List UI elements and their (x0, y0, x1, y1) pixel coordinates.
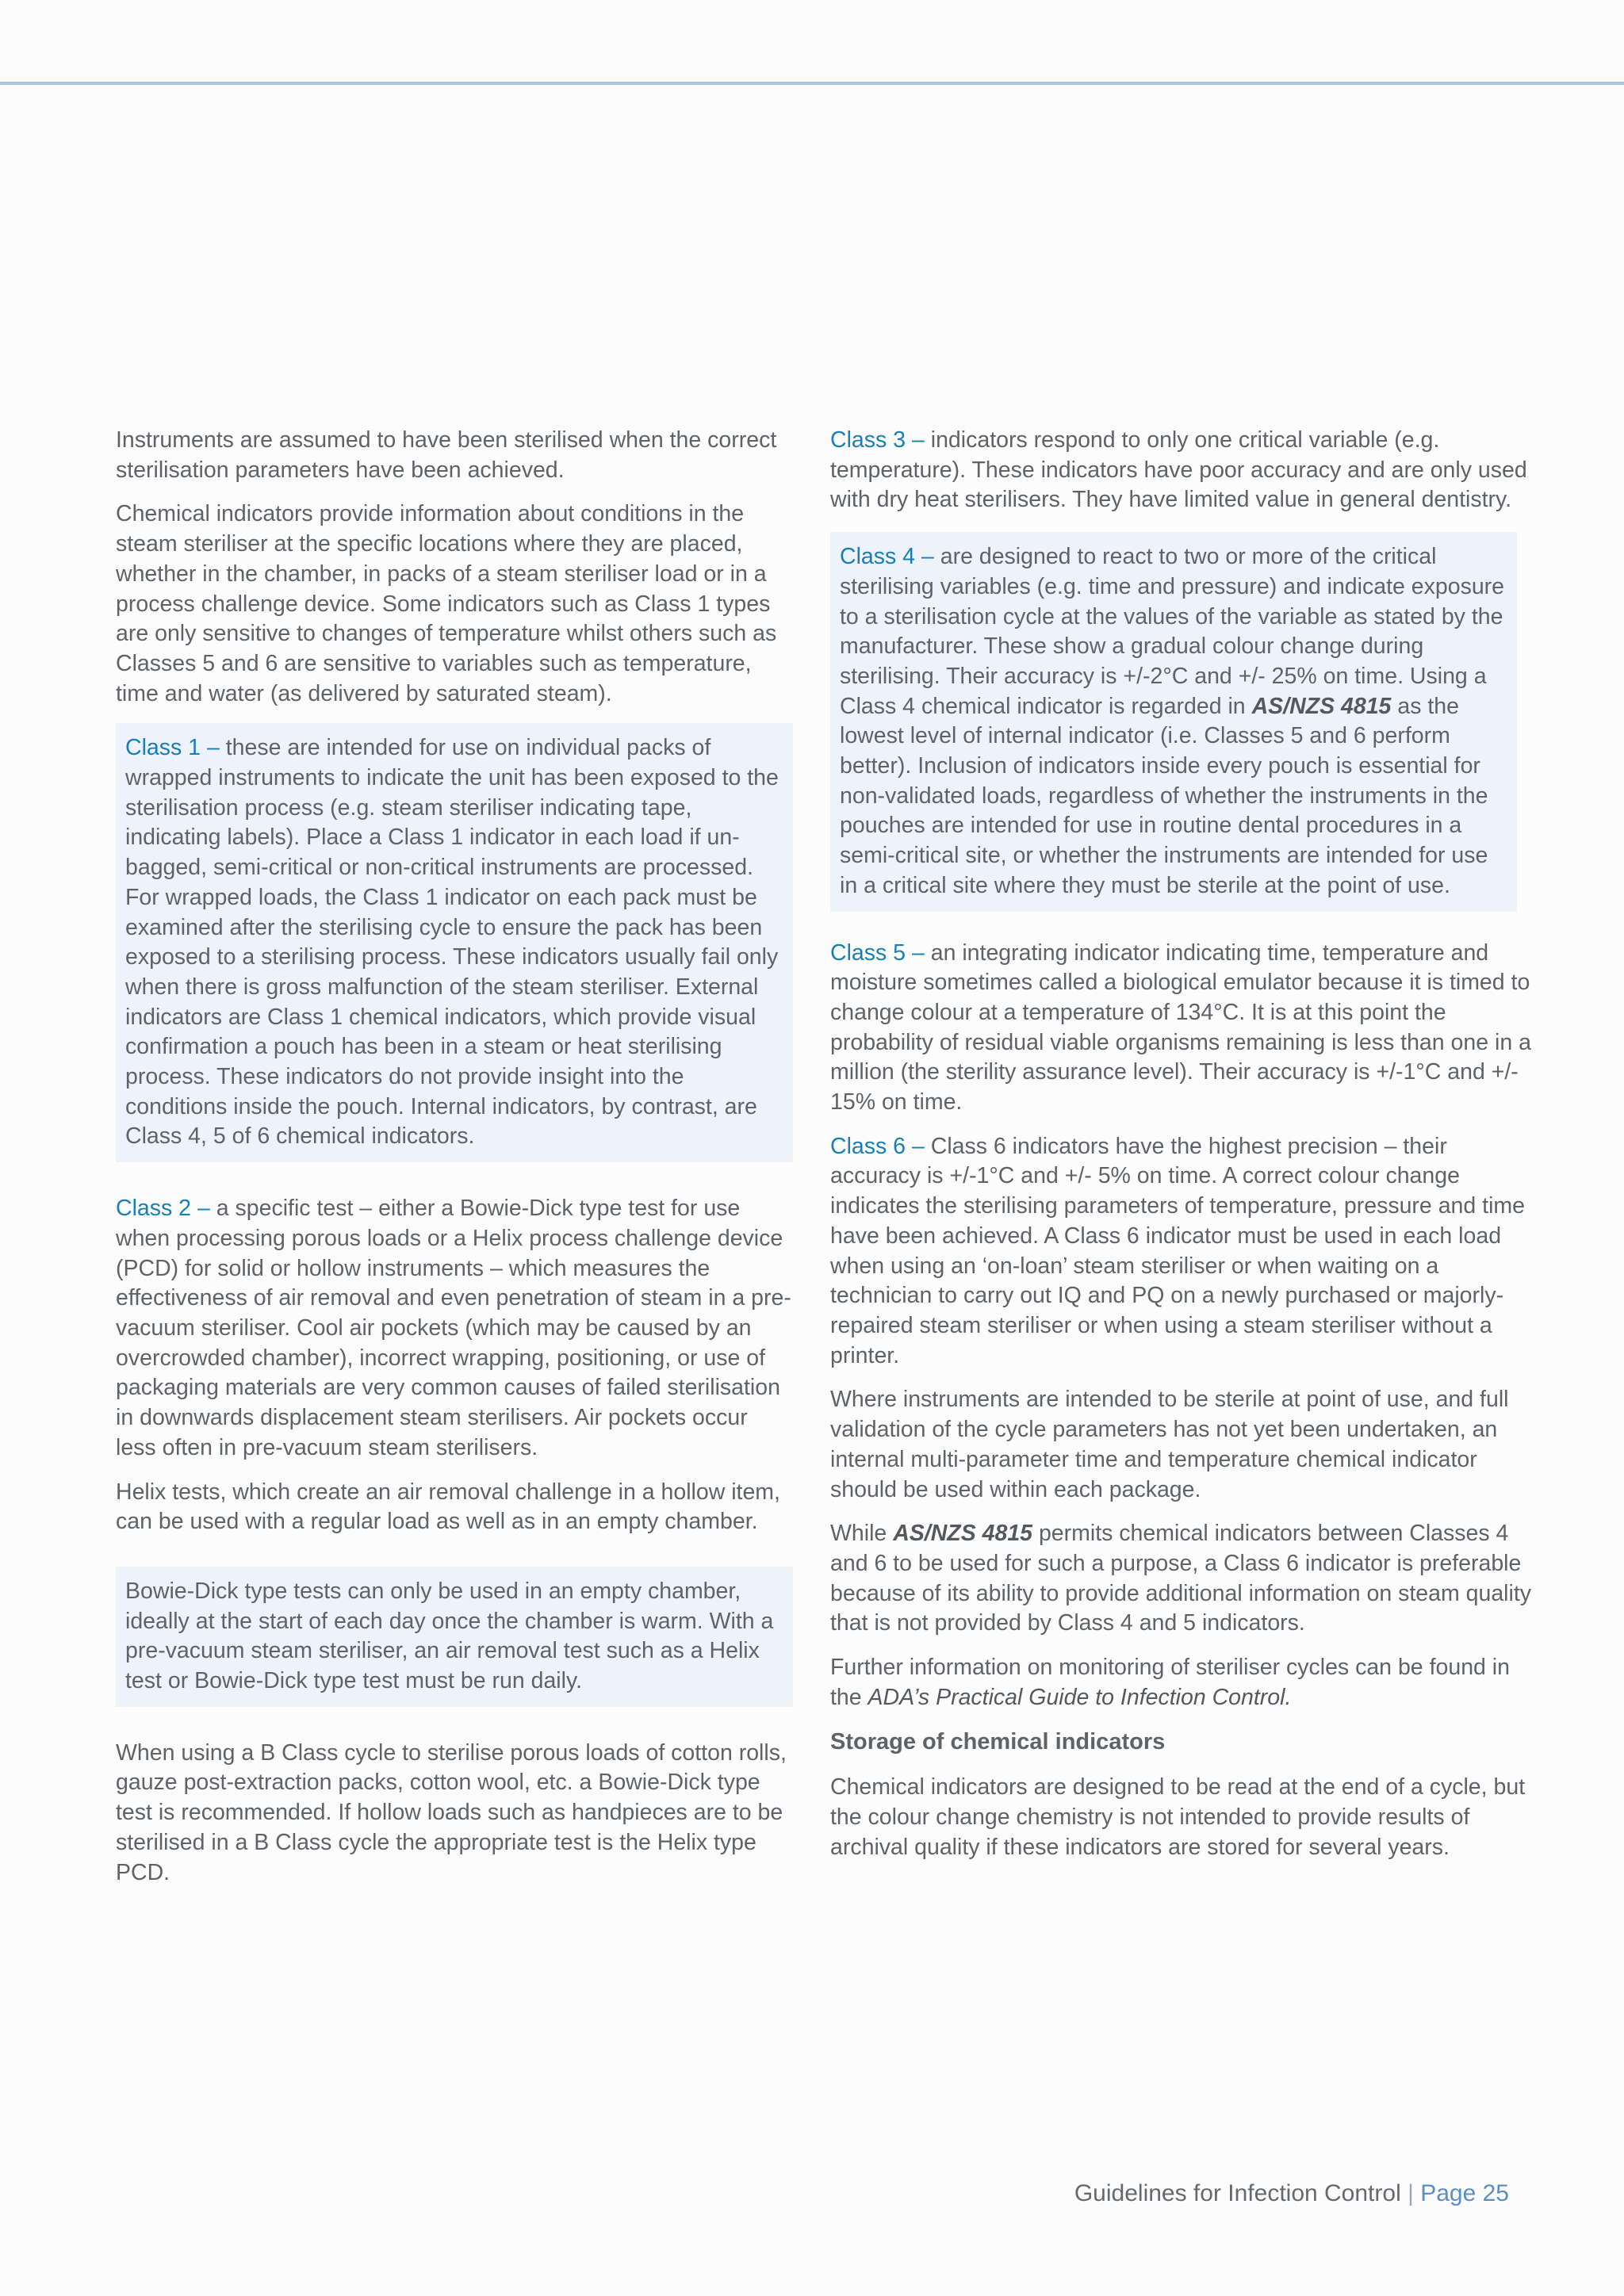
further-info-paragraph (830, 1653, 1536, 1712)
footer-title: Guidelines for Infection Control (1074, 2180, 1401, 2206)
left-column (116, 426, 793, 1902)
class1-label: Class 1 – (125, 735, 220, 761)
class6-label: Class 6 – (830, 1133, 925, 1159)
sterile-point-paragraph: Where instruments are intended to be sterile at point of use, and full validation of the cycle parameters has not yet been undertaken, an internal multi-parameter time and temperature chemical indicator should be used within each package. (830, 1387, 1509, 1502)
class1-text: these are intended for use on individual packs of wrapped instruments to indicate the unit has been exposed to the sterilisation process (e.g. steam steriliser indicating tape, indicating labels). Place a Class 1 indicator in each load if un-bagged, semi-critical or non-critical instruments are processed. For wrapped loads, the Class 1 indicator on each pack must be examined after the sterilising cycle to ensure the pack has been exposed to a sterilising process. These indicators usually fail only when there is gross malfunction of the steam steriliser. External indicators are Class 1 chemical indicators, which provide visual confirmation a pouch has been in a steam or heat sterilising process. These indicators do not provide insight into the conditions inside the pouch. Internal indicators, by contrast, are Class 4, 5 of 6 chemical indicators. (125, 735, 779, 1150)
class2-label: Class 2 – (116, 1196, 210, 1222)
class5-label: Class 5 – (830, 939, 925, 966)
class4-callout (830, 532, 1517, 911)
right-column (830, 426, 1536, 1877)
class2-paragraph (116, 1194, 793, 1463)
class1-callout (116, 723, 793, 1162)
chemical-indicators-paragraph: Chemical indicators provide information about conditions in the steam steriliser at the specific locations where they are placed, whether in the chamber, in packs of a steam steriliser load or in a process challenge device. Some indicators such as Class 1 types are only sensitive to changes of temperature whilst others such as Classes 5 and 6 are sensitive to variables such as temperature, time and water (as delivered by saturated steam). (116, 501, 777, 706)
helix-paragraph: Helix tests, which create an air removal challenge in a hollow item, can be used with a regular load as well as in an empty chamber. (116, 1479, 780, 1535)
while-standard-ref: AS/NZS 4815 (893, 1521, 1033, 1547)
class6-text: Class 6 indicators have the highest precision – their accuracy is +/-1°C and +/- 5% on time. A correct colour change indicates the sterilising parameters of temperature, pressure and time have been achieved. A Class 6 indicator must be used in each load when using an ‘on-loan’ steam steriliser or when waiting on a technician to carry out IQ and PQ on a newly purchased or majorly-repaired steam steriliser or when using a steam steriliser without a printer. (830, 1133, 1525, 1368)
page-footer (1074, 2178, 1509, 2210)
class2-text: a specific test – either a Bowie-Dick type test for use when processing porous loads or a Helix process challenge device (PCD) for solid or hollow instruments – which measures the effectiveness of air removal and even penetration of steam in a pre-vacuum steriliser. Cool air pockets (which may be caused by an overcrowded chamber), incorrect wrapping, positioning, or use of packaging materials are very common causes of failed sterilisation in downwards displacement steam sterilisers. Air pockets occur less often in pre-vacuum steam sterilisers. (116, 1196, 791, 1460)
class4-text-a: are designed to react to two or more of the critical sterilising variables (e.g. time and pressure) and indicate exposure to a sterilisation cycle at the values of the variable as stated by the manufacturer. These show a gradual colour change during sterilising. Their accuracy is +/-2°C and +/- 25% on time. Using a Class 4 chemical indicator is regarded in (840, 544, 1505, 719)
storage-heading: Storage of chemical indicators (830, 1729, 1166, 1755)
b-class-paragraph: When using a B Class cycle to sterilise porous loads of cotton rolls, gauze post-extraction packs, cotton wool, etc. a Bowie-Dick type test is recommended. If hollow loads such as handpieces are to be sterilised in a B Class cycle the appropriate test is the Helix type PCD. (116, 1739, 787, 1885)
while-text-a: While (830, 1521, 894, 1547)
footer-separator: | (1408, 2180, 1414, 2206)
class4-standard-ref: AS/NZS 4815 (1251, 693, 1392, 719)
class3-text: indicators respond to only one critical variable (e.g. temperature). These indicators have poor accuracy and are only used with dry heat sterilisers. They have limited value in general dentistry. (830, 427, 1527, 513)
class1-paragraph (125, 733, 783, 1152)
class4-paragraph (840, 542, 1507, 901)
bowie-dick-callout (116, 1567, 793, 1707)
while-text-b: permits chemical indicators between Classes 4 and 6 to be used for such a purpose, a Class 6 indicator is preferable because of its ability to provide additional information on steam quality that is not provided by Class 4 and 5 indicators. (830, 1521, 1532, 1636)
storage-paragraph: Chemical indicators are designed to be read at the end of a cycle, but the colour change chemistry is not intended to provide results of archival quality if these indicators are stored for several years. (830, 1774, 1526, 1860)
page-number: Page 25 (1420, 2180, 1509, 2206)
class5-paragraph (830, 939, 1536, 1118)
while-paragraph (830, 1519, 1536, 1639)
further-text-a: Further information on monitoring of steriliser cycles can be found in the (830, 1655, 1510, 1710)
class4-label: Class 4 – (840, 544, 934, 570)
class4-text-b: as the lowest level of internal indicator (i.e. Classes 5 and 6 perform better). Inclusion of indicators inside every pouch is essential for non-validated loads, regardless of whether the instruments in the pouches are intended for use in routine dental procedures in a semi-critical site, or whether the instruments are intended for use in a critical site where they must be sterile at the point of use. (840, 693, 1488, 898)
guide-reference: ADA’s Practical Guide to Infection Control. (868, 1684, 1292, 1710)
intro-paragraph: Instruments are assumed to have been sterilised when the correct sterilisation parameters have been achieved. (116, 427, 777, 483)
class3-label: Class 3 – (830, 427, 925, 453)
class6-paragraph (830, 1132, 1536, 1372)
class3-paragraph (830, 426, 1536, 515)
header-rule (0, 82, 1624, 85)
bowie-dick-paragraph: Bowie-Dick type tests can only be used in an empty chamber, ideally at the start of each day once the chamber is warm. With a pre-vacuum steam steriliser, an air removal test such as a Helix test or Bowie-Dick type test must be run daily. (125, 1578, 774, 1694)
class5-text: an integrating indicator indicating time, temperature and moisture sometimes called a biological emulator because it is timed to change colour at a temperature of 134°C. It is at this point the probability of residual viable organisms remaining is less than one in a million (the sterility assurance level). Their accuracy is +/-1°C and +/- 15% on time. (830, 939, 1531, 1115)
